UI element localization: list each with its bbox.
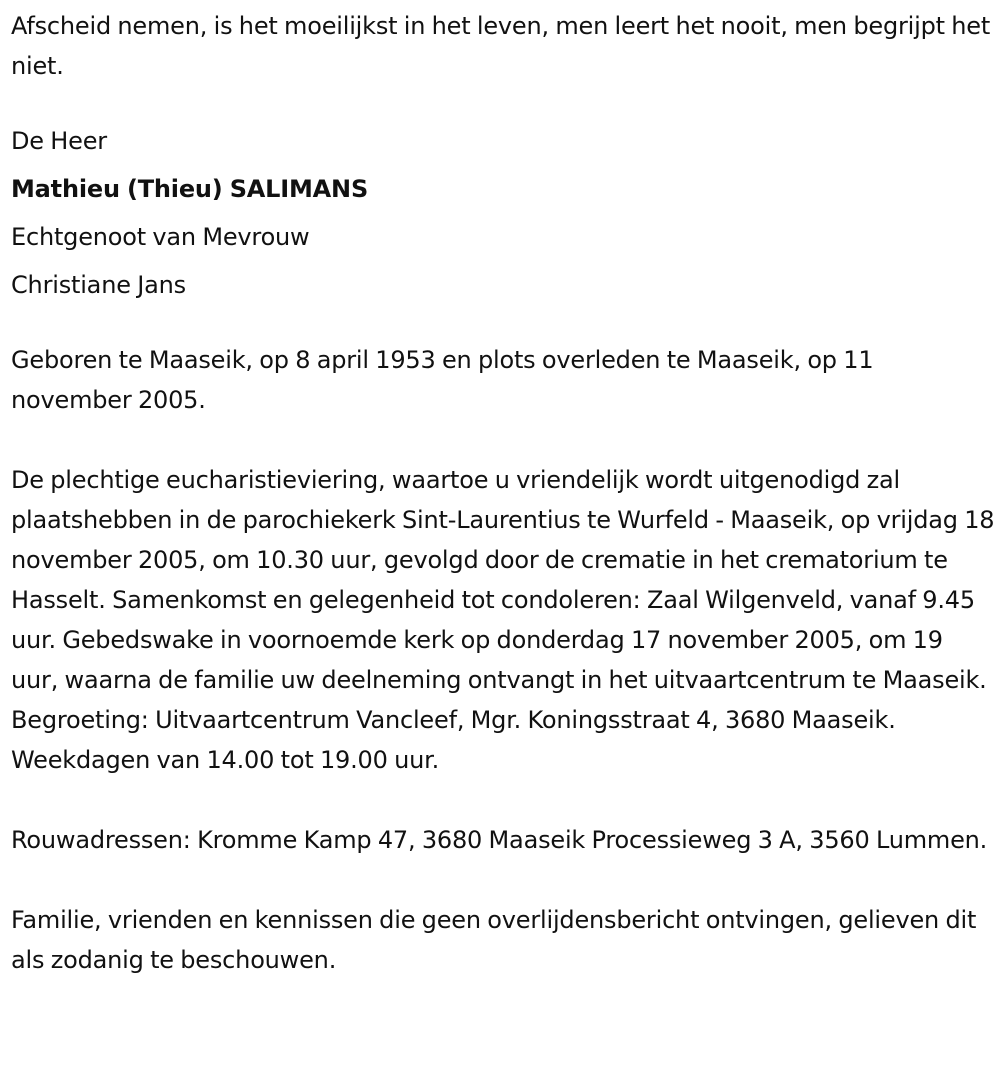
- birth-death-paragraph: Geboren te Maaseik, op 8 april 1953 en plots overleden te Maaseik, op 11 november 2005.: [11, 346, 874, 414]
- addresses-paragraph: Rouwadressen: Kromme Kamp 47, 3680 Maaseik Processieweg 3 A, 3560 Lummen.: [11, 826, 988, 854]
- spacer: [11, 86, 996, 117]
- spouse-line-2: Christiane Jans: [11, 271, 186, 299]
- intro-quote: Afscheid nemen, is het moeilijkst in het leven, men leert het nooit, men begrijpt het niet.: [11, 12, 991, 80]
- ceremony-paragraph: De plechtige eucharistieviering, waartoe u vriendelijk wordt uitgenodigd zal plaatshebben in de parochiekerk Sint-Laurentius te Wurfeld - Maaseik, op vrijdag 18 november 2005, om 10.30 uur, gevolgd door de crematie in het crematorium te Hasselt. Samenkomst en gelegenheid tot condoleren: Zaal Wilgenveld, vanaf 9.45 uur. Gebedswake in voornoemde kerk op donderdag 17 november 2005, om 19 uur, waarna de familie uw deelneming ontvangt in het uitvaartcentrum te Maaseik. Begroeting: Uitvaartcentrum Vancleef, Mgr. Koningsstraat 4, 3680 Maaseik. Weekdagen van 14.00 tot 19.00 uur.: [11, 466, 995, 774]
- title-prefix: De Heer: [11, 127, 107, 155]
- spouse-line-1: Echtgenoot van Mevrouw: [11, 223, 310, 251]
- spacer: [11, 309, 996, 340]
- spacer: [11, 420, 996, 460]
- obituary-document: [11, 6, 996, 980]
- deceased-name: Mathieu (Thieu) SALIMANS: [11, 175, 369, 203]
- closing-paragraph: Familie, vrienden en kennissen die geen overlijdensbericht ontvingen, gelieven dit als zodanig te beschouwen.: [11, 906, 977, 974]
- spacer: [11, 780, 996, 820]
- spacer: [11, 860, 996, 900]
